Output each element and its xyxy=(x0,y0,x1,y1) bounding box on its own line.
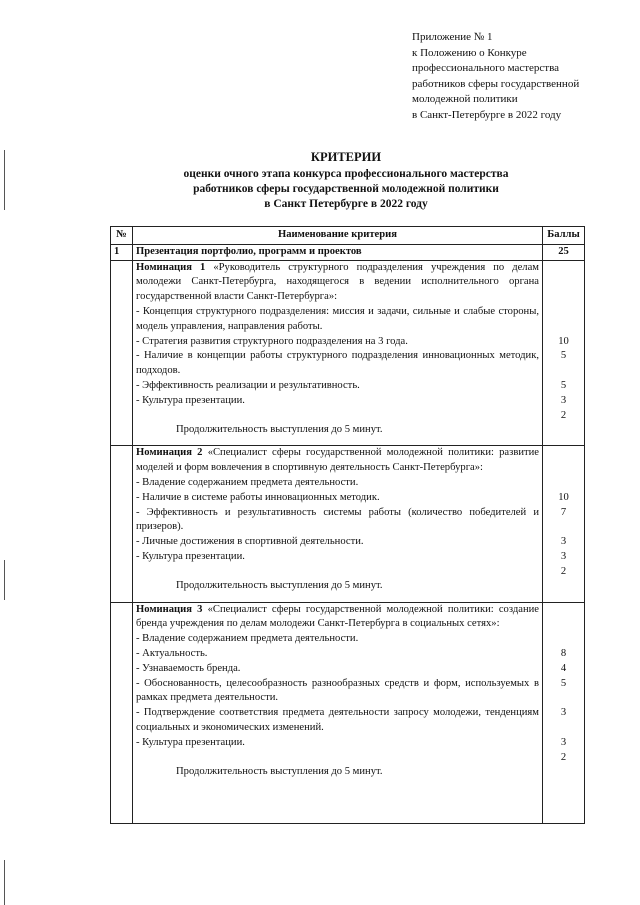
nomination-heading xyxy=(136,446,539,476)
title-line: оценки очного этапа конкурса профессионального мастерства xyxy=(183,168,509,180)
points-value: 4 xyxy=(560,662,567,674)
points-value: 10 xyxy=(558,491,569,503)
points-value: 3 xyxy=(560,536,567,548)
criterion-item: - Концепция структурного подразделения: миссия и задачи, сильные и слабые стороны, модель управления, направления работы. xyxy=(136,305,539,332)
appendix-line: Приложение № 1 xyxy=(412,31,493,43)
duration-note: Продолжительность выступления до 5 минут. xyxy=(176,423,383,435)
title-line: работников сферы государственной молодежной политики xyxy=(193,183,499,195)
empty-num-cell xyxy=(111,446,133,602)
nomination-heading xyxy=(136,261,539,305)
nomination-label: Номинация 3 xyxy=(136,603,203,615)
points-cell xyxy=(543,446,585,602)
appendix-note xyxy=(412,30,634,123)
criterion-item: - Личные достижения в спортивной деятельности. xyxy=(136,536,364,548)
nomination-text: «Специалист сферы государственной молодежной политики: создание бренда учреждения по делам молодежи Санкт-Петербурга в социальных сетях»: xyxy=(136,603,539,630)
nomination-cell xyxy=(133,260,543,446)
criterion-item: - Подтверждение соответствия предмета деятельности запросу молодежи, тенденциям социальных и экономических изменений. xyxy=(136,707,539,733)
document-title xyxy=(110,150,582,212)
criterion-item: - Наличие в системе работы инновационных методик. xyxy=(136,491,380,503)
criterion-item: - Актуальность. xyxy=(136,647,208,659)
criterion-item: - Эффективность и результативность системы работы (количество победителей и призеров). xyxy=(136,506,539,533)
criterion-item: - Обоснованность, целесообразность разнообразных средств и форм, используемых в рамках предмета деятельности. xyxy=(136,677,539,704)
criterion-item: - Культура презентации. xyxy=(136,550,245,562)
criterion-item: - Владение содержанием предмета деятельности. xyxy=(136,476,359,488)
appendix-line: к Положению о Конкуре xyxy=(412,46,527,59)
points-value: 3 xyxy=(560,736,567,748)
criteria-table xyxy=(110,226,585,824)
title-line: в Санкт Петербурге в 2022 году xyxy=(264,198,428,210)
nomination-text: «Специалист сферы государственной молодежной политики: развитие моделей и форм вовлечения в спортивную деятельность Санкт-Петербурга»: xyxy=(136,447,539,474)
points-value: 2 xyxy=(560,565,567,577)
title-main: КРИТЕРИИ xyxy=(310,150,382,164)
nomination-cell xyxy=(133,446,543,602)
criterion-item: - Эффективность реализации и результативность. xyxy=(136,379,360,391)
nomination-heading xyxy=(136,603,539,633)
appendix-line: молодежной политики xyxy=(412,93,518,105)
nomination-row xyxy=(111,446,585,602)
header-num: № xyxy=(111,227,133,245)
points-value: 2 xyxy=(560,409,567,421)
scan-edge-mark xyxy=(4,560,5,600)
appendix-line: работников сферы государственной xyxy=(412,77,580,90)
points-value: 5 xyxy=(560,677,567,689)
nomination-cell xyxy=(133,602,543,824)
points-value: 3 xyxy=(560,394,567,406)
header-name: Наименование критерия xyxy=(133,227,543,245)
nomination-row xyxy=(111,602,585,824)
criterion-item: - Узнаваемость бренда. xyxy=(136,662,241,674)
points-value: 7 xyxy=(560,506,567,518)
section-name: Презентация портфолио, программ и проектов xyxy=(133,244,543,260)
points-value: 8 xyxy=(560,647,567,659)
nomination-text: «Руководитель структурного подразделения учреждения по делам молодежи Санкт-Петербурга, находящегося в ведении исполнительного органа государственной власти Санкт-Петербурга»: xyxy=(136,261,539,303)
nomination-label: Номинация 1 xyxy=(136,261,206,273)
points-value: 3 xyxy=(560,707,567,719)
scan-edge-mark xyxy=(4,150,5,210)
points-value: 5 xyxy=(560,379,567,391)
points-value: 10 xyxy=(558,335,569,347)
scan-edge-mark xyxy=(4,860,5,905)
points-value: 5 xyxy=(560,350,567,362)
points-cell xyxy=(543,602,585,824)
appendix-line: профессионального мастерства xyxy=(412,62,560,74)
appendix-line: в Санкт-Петербурге в 2022 году xyxy=(412,108,562,121)
nomination-label: Номинация 2 xyxy=(136,447,203,459)
criterion-item: - Владение содержанием предмета деятельности. xyxy=(136,633,359,645)
nomination-row xyxy=(111,260,585,446)
header-points: Баллы xyxy=(543,227,585,245)
empty-num-cell xyxy=(111,602,133,824)
points-value: 3 xyxy=(560,550,567,562)
section-num: 1 xyxy=(111,244,133,260)
points-cell xyxy=(543,260,585,446)
section-points: 25 xyxy=(543,244,585,260)
table-header-row xyxy=(111,227,585,245)
duration-note: Продолжительность выступления до 5 минут. xyxy=(176,579,383,591)
criterion-item: - Стратегия развития структурного подразделения на 3 года. xyxy=(136,335,408,347)
criterion-item: - Культура презентации. xyxy=(136,736,245,748)
section-row xyxy=(111,244,585,260)
criterion-item: - Наличие в концепции работы структурного подразделения инновационных методик, подходов. xyxy=(136,350,539,377)
empty-num-cell xyxy=(111,260,133,446)
duration-note: Продолжительность выступления до 5 минут. xyxy=(176,765,383,777)
points-value: 2 xyxy=(560,751,567,763)
criterion-item: - Культура презентации. xyxy=(136,394,245,406)
